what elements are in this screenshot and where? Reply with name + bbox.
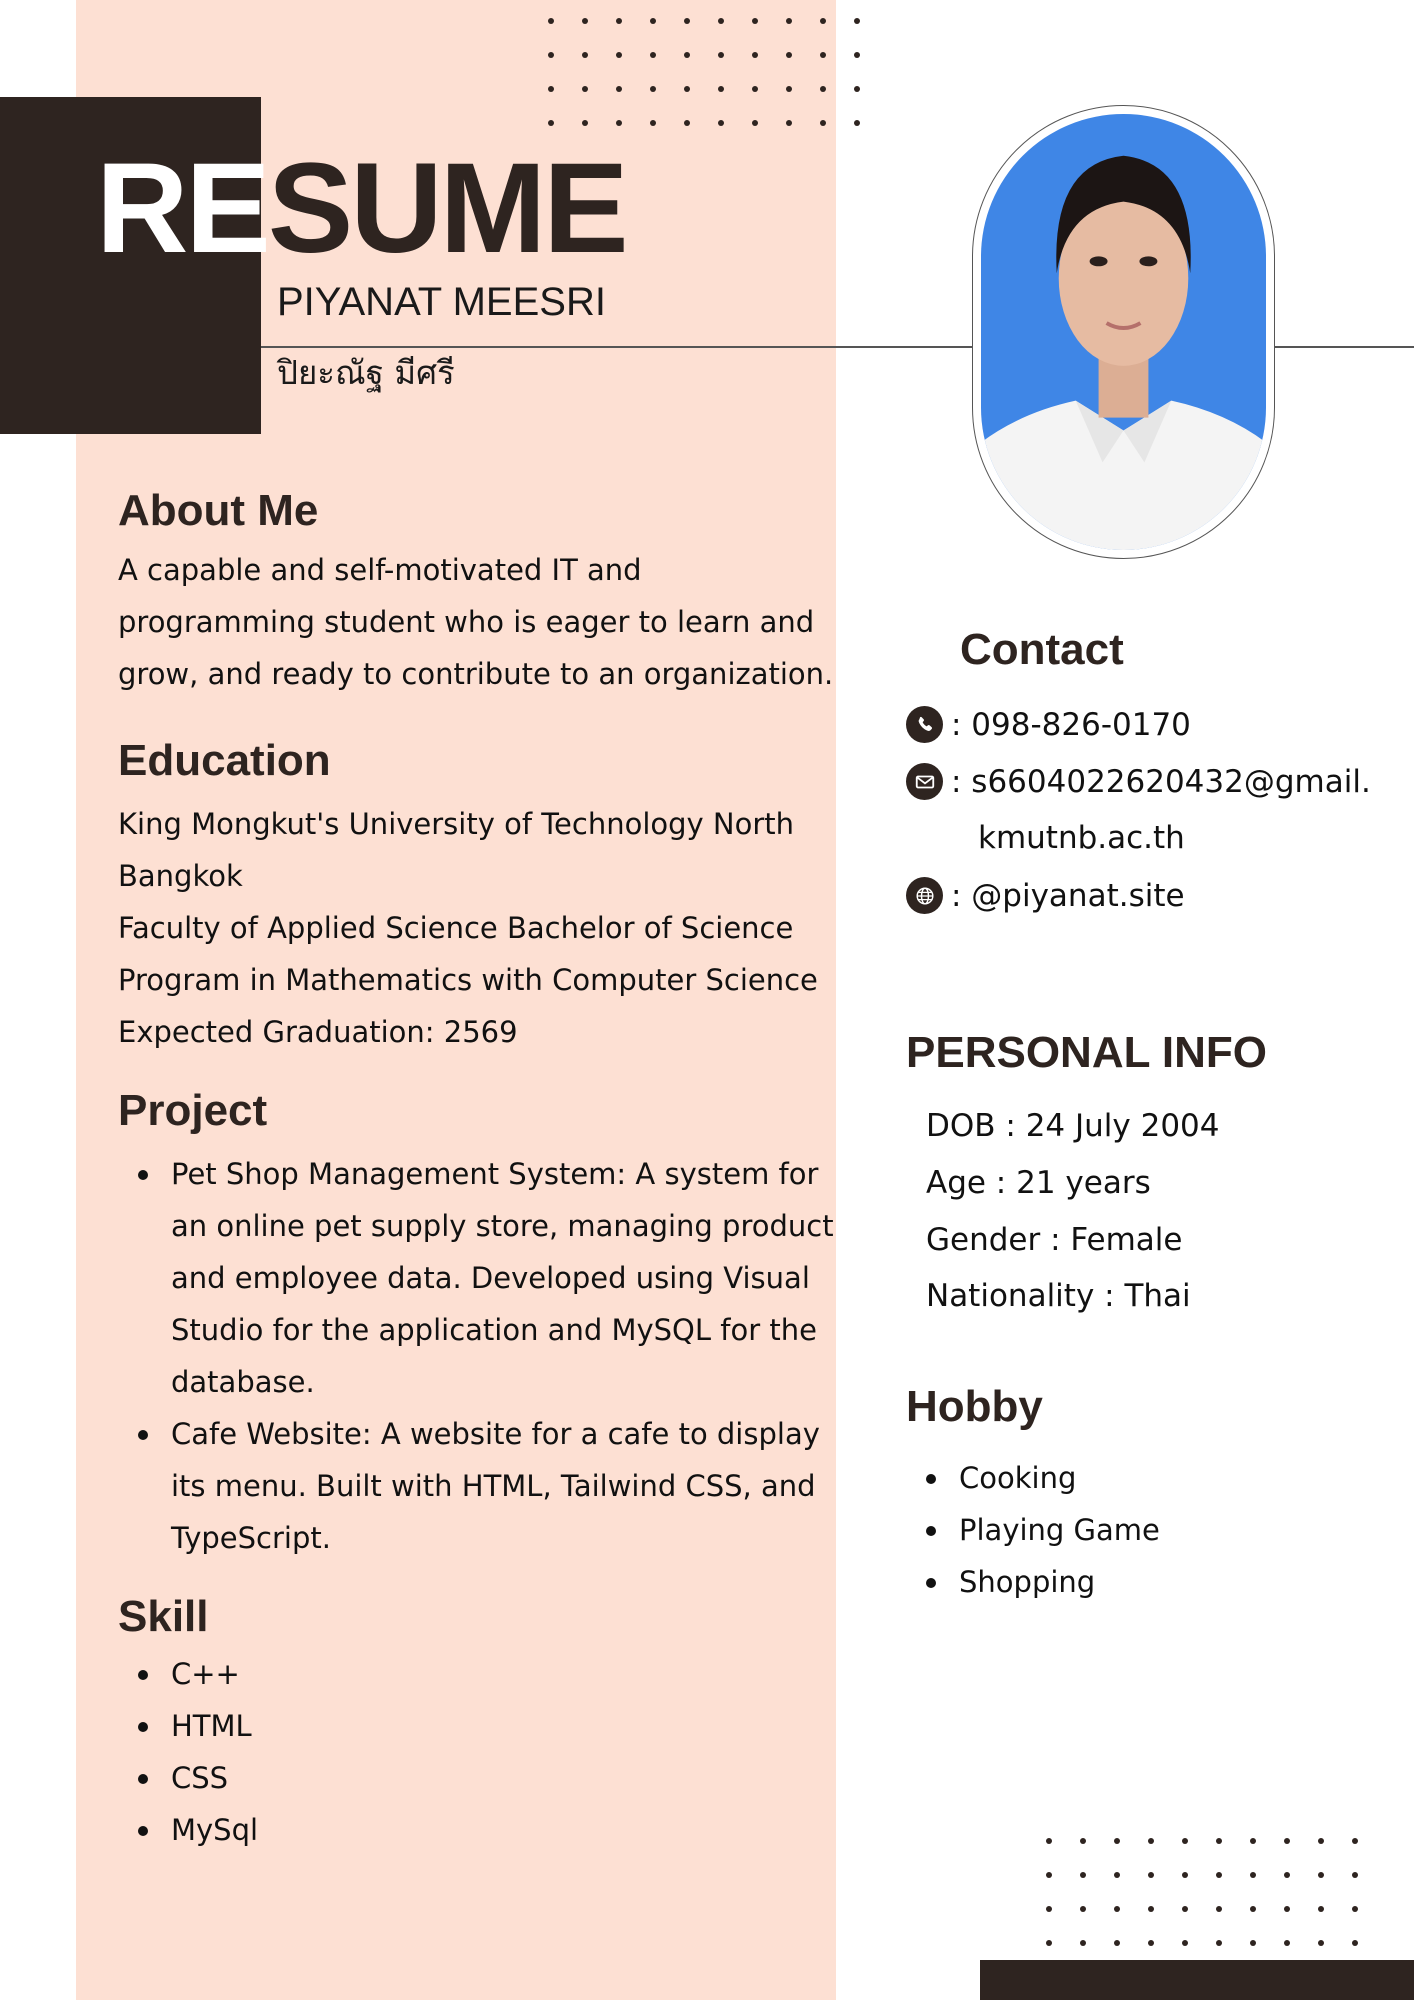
decor-dot: [1318, 1872, 1324, 1878]
decor-dot: [1250, 1838, 1256, 1844]
project-line: and employee data. Developed using Visual: [171, 1261, 810, 1295]
decor-dot: [718, 86, 724, 92]
skill-item: CSS: [118, 1752, 258, 1804]
decor-dot: [1046, 1906, 1052, 1912]
decor-dot: [1318, 1940, 1324, 1946]
decor-dot: [786, 120, 792, 126]
project-line: Pet Shop Management System: A system for: [171, 1157, 819, 1191]
project-line: Cafe Website: A website for a cafe to display: [171, 1417, 820, 1451]
project-item: [118, 1148, 834, 1408]
project-item: [118, 1408, 834, 1564]
decor-dot: [752, 86, 758, 92]
decor-dot: [616, 18, 622, 24]
hobby-item: Shopping: [906, 1556, 1160, 1608]
decor-dot: [548, 52, 554, 58]
decor-dot: [1114, 1906, 1120, 1912]
profile-photo: [981, 114, 1266, 550]
about-line: A capable and self-motivated IT and: [118, 553, 642, 587]
project-line: an online pet supply store, managing product: [171, 1209, 834, 1243]
decor-dot: [1352, 1940, 1358, 1946]
decor-dot: [582, 18, 588, 24]
decor-dot: [616, 120, 622, 126]
decor-dot: [1148, 1872, 1154, 1878]
name-thai: ปิยะณัฐ มีศรี: [277, 353, 455, 392]
decor-dot: [548, 86, 554, 92]
age-text: Age : 21 years: [926, 1165, 1151, 1201]
portrait-illustration: [981, 114, 1266, 550]
about-line: grow, and ready to contribute to an organization.: [118, 657, 834, 691]
dob-text: DOB : 24 July 2004: [926, 1108, 1220, 1144]
decor-dot: [854, 52, 860, 58]
contact-website: [906, 877, 1185, 914]
about-heading: About Me: [118, 486, 319, 535]
skill-item: HTML: [118, 1700, 258, 1752]
decor-dot: [1216, 1906, 1222, 1912]
decor-dot: [1284, 1872, 1290, 1878]
decor-dot: [650, 52, 656, 58]
decor-dot: [1216, 1940, 1222, 1946]
decor-dot: [1216, 1838, 1222, 1844]
decor-dot: [684, 18, 690, 24]
decor-dot: [752, 52, 758, 58]
education-line: Faculty of Applied Science Bachelor of Science: [118, 911, 794, 945]
decor-dot: [1148, 1906, 1154, 1912]
decor-dot: [1046, 1940, 1052, 1946]
hobby-item: Cooking: [906, 1452, 1160, 1504]
education-line: King Mongkut's University of Technology North: [118, 807, 795, 841]
bottom-accent-bar: [980, 1960, 1414, 2000]
gender-text: Gender : Female: [926, 1222, 1183, 1258]
contact-heading: Contact: [960, 625, 1124, 674]
decor-dot: [548, 18, 554, 24]
decor-dot: [1352, 1906, 1358, 1912]
decor-dot: [582, 52, 588, 58]
decor-dot: [854, 120, 860, 126]
email-text-line2: kmutnb.ac.th: [978, 820, 1185, 856]
decor-dot: [1182, 1872, 1188, 1878]
decor-dot: [820, 52, 826, 58]
decor-dot: [786, 18, 792, 24]
hobby-list: [906, 1452, 1160, 1608]
decor-dot: [752, 18, 758, 24]
project-line: database.: [171, 1365, 315, 1399]
decor-dot: [854, 86, 860, 92]
decor-dot: [1250, 1940, 1256, 1946]
decor-dot: [1182, 1838, 1188, 1844]
decor-dot: [1284, 1838, 1290, 1844]
phone-text: : 098-826-0170: [951, 706, 1191, 743]
skill-heading: Skill: [118, 1592, 209, 1641]
decor-dot: [820, 18, 826, 24]
decor-dot: [582, 86, 588, 92]
education-line: Bangkok: [118, 859, 243, 893]
decor-dot: [1148, 1838, 1154, 1844]
decor-dot: [820, 86, 826, 92]
education-line: Expected Graduation: 2569: [118, 1015, 518, 1049]
project-line: its menu. Built with HTML, Tailwind CSS, and: [171, 1469, 816, 1503]
decor-dot: [1114, 1838, 1120, 1844]
decor-dot: [1216, 1872, 1222, 1878]
decor-dot: [1182, 1940, 1188, 1946]
phone-icon: [906, 706, 943, 743]
decor-dot: [1182, 1906, 1188, 1912]
education-text: [118, 798, 818, 1058]
decor-dot: [1080, 1906, 1086, 1912]
title-part-dark: SUME: [267, 137, 626, 280]
decor-dot: [1284, 1940, 1290, 1946]
decor-dot: [1080, 1940, 1086, 1946]
name-english: PIYANAT MEESRI: [277, 280, 606, 324]
decor-dot: [650, 18, 656, 24]
skill-item: MySql: [118, 1804, 258, 1856]
decor-dot: [684, 86, 690, 92]
nationality-text: Nationality : Thai: [926, 1278, 1191, 1314]
decor-dot: [1284, 1906, 1290, 1912]
decor-dot: [1080, 1872, 1086, 1878]
hobby-item: Playing Game: [906, 1504, 1160, 1556]
project-list: [118, 1148, 834, 1564]
decor-dot: [1318, 1838, 1324, 1844]
project-line: Studio for the application and MySQL for the: [171, 1313, 817, 1347]
skill-item: C++: [118, 1648, 258, 1700]
website-text: : @piyanat.site: [951, 877, 1185, 914]
education-line: Program in Mathematics with Computer Science: [118, 963, 818, 997]
title-part-white: RE: [96, 137, 268, 280]
hobby-heading: Hobby: [906, 1382, 1043, 1431]
decor-dot: [854, 18, 860, 24]
project-heading: Project: [118, 1086, 268, 1135]
decor-dot: [718, 120, 724, 126]
education-heading: Education: [118, 736, 331, 785]
decor-dot: [1318, 1906, 1324, 1912]
email-icon: [906, 763, 943, 800]
contact-phone: [906, 706, 1191, 743]
decor-dot: [684, 52, 690, 58]
email-text-line1: : s6604022620432@gmail.: [951, 763, 1371, 800]
personal-info-heading: PERSONAL INFO: [906, 1028, 1268, 1077]
about-line: programming student who is eager to learn and: [118, 605, 815, 639]
decor-dot: [1046, 1872, 1052, 1878]
about-text: [118, 544, 833, 700]
decor-dot: [582, 120, 588, 126]
decor-dot: [1352, 1872, 1358, 1878]
decor-dot: [786, 86, 792, 92]
decor-dot: [1114, 1872, 1120, 1878]
decor-dot: [1352, 1838, 1358, 1844]
globe-icon: [906, 877, 943, 914]
decor-dot: [718, 18, 724, 24]
decor-dot: [548, 120, 554, 126]
decor-dot: [1250, 1872, 1256, 1878]
decor-dot: [616, 52, 622, 58]
decor-dot: [752, 120, 758, 126]
decor-dot: [718, 52, 724, 58]
project-line: TypeScript.: [171, 1521, 331, 1555]
page-title: [96, 137, 626, 280]
decor-dot: [1046, 1838, 1052, 1844]
skill-list: [118, 1648, 258, 1856]
decor-dot: [684, 120, 690, 126]
decor-dot: [616, 86, 622, 92]
decor-dot: [1080, 1838, 1086, 1844]
decor-dot: [650, 120, 656, 126]
decor-dot: [650, 86, 656, 92]
decor-dot: [820, 120, 826, 126]
decor-dot: [1148, 1940, 1154, 1946]
decor-dot: [786, 52, 792, 58]
decor-dot: [1250, 1906, 1256, 1912]
decor-dot: [1114, 1940, 1120, 1946]
contact-email: [906, 763, 1371, 800]
profile-photo-frame: [972, 105, 1275, 559]
